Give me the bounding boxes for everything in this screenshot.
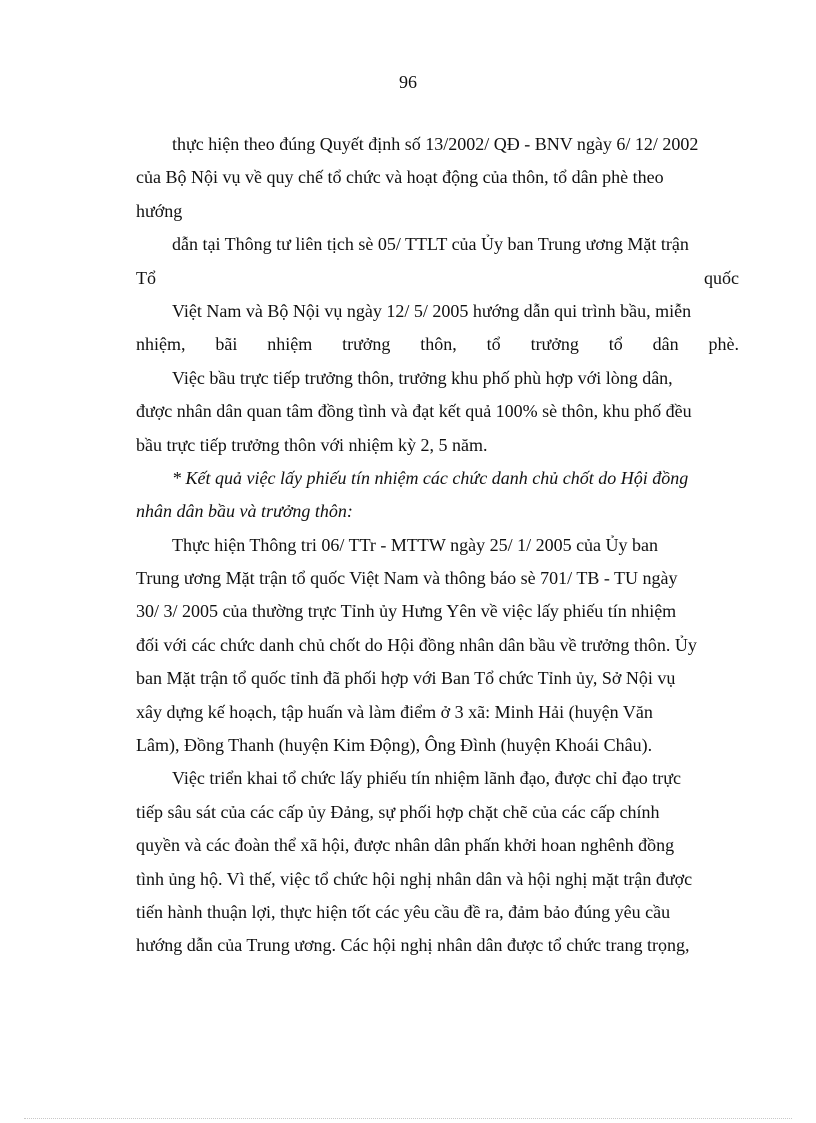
text-line: đối với các chức danh chủ chốt do Hội đồng nhân dân bầu về trưởng thôn. Ủy [136,634,697,655]
text-line: dẫn tại Thông tư liên tịch sè 05/ TTLT của Ủy ban Trung ương Mặt trận [172,234,689,255]
text-line: thực hiện theo đúng Quyết định số 13/2002/ QĐ - BNV ngày 6/ 12/ 2002 [172,134,699,154]
word: trưởng [342,334,391,355]
text-line: xây dựng kế hoạch, tập huấn và làm điểm ở 3 xã: Minh Hải (huyện Văn [136,701,653,722]
text-line: của Bộ Nội vụ về quy chế tổ chức và hoạt động của thôn, tổ dân phè theo [136,167,664,188]
text-line: tiếp sâu sát của các cấp ủy Đảng, sự phối hợp chặt chẽ của các cấp chính [136,801,660,822]
text-line: hướng [136,200,183,221]
word: nhiệm [267,334,313,355]
text-line: tình ủng hộ. Vì thế, việc tổ chức hội nghị nhân dân và hội nghị mặt trận được [136,868,693,889]
text-line: Việc bầu trực tiếp trưởng thôn, trưởng khu phố phù hợp với lòng dân, [172,367,673,388]
text-line: hướng dẫn của Trung ương. Các hội nghị nhân dân được tổ chức trang trọng, [136,935,690,956]
text-line: Trung ương Mặt trận tổ quốc Việt Nam và thông báo sè 701/ TB - TU ngày [136,568,678,589]
text-line-justified [136,328,739,361]
word: bãi [215,334,238,355]
text-line: tiến hành thuận lợi, thực hiện tốt các yêu cầu đề ra, đảm bảo đúng yêu cầu [136,901,671,922]
text-line: quyền và các đoàn thể xã hội, được nhân dân phấn khởi hoan nghênh đồng [136,835,675,856]
word: nhiệm, [136,334,186,355]
text-line: Việt Nam và Bộ Nội vụ ngày 12/ 5/ 2005 hướng dẫn qui trình bầu, miễn [172,300,692,321]
word: tổ [486,334,501,355]
word: quốc [704,267,739,288]
text-line: ban Mặt trận tổ quốc tỉnh đã phối hợp với Ban Tổ chức Tỉnh ủy, Sở Nội vụ [136,668,676,689]
page-number: 96 [399,72,417,92]
word: dân [652,334,679,355]
document-body [136,128,739,963]
section-heading-line: nhân dân bầu và trưởng thôn: [136,501,353,522]
text-line: 30/ 3/ 2005 của thường trực Tỉnh ủy Hưng Yên về việc lấy phiếu tín nhiệm [136,601,677,622]
text-line: bầu trực tiếp trưởng thôn với nhiệm kỳ 2, 5 năm. [136,434,488,455]
text-line: Thực hiện Thông tri 06/ TTr - MTTW ngày 25/ 1/ 2005 của Ủy ban [172,534,659,555]
page-bottom-divider [24,1118,792,1119]
word: Tổ [136,267,156,288]
word: tổ [608,334,623,355]
text-line: được nhân dân quan tâm đồng tình và đạt kết quả 100% sè thôn, khu phố đều [136,401,692,422]
word: trưởng [530,334,579,355]
text-line: Lâm), Đồng Thanh (huyện Kim Động), Ông Đình (huyện Khoái Châu). [136,735,653,756]
word: phè. [708,334,739,355]
text-line-justified [136,262,739,295]
word: thôn, [420,334,457,355]
text-line: Việc triển khai tổ chức lấy phiếu tín nhiệm lãnh đạo, được chỉ đạo trực [172,768,682,789]
section-heading-line: * Kết quả việc lấy phiếu tín nhiệm các chức danh chủ chốt do Hội đồng [172,467,689,488]
